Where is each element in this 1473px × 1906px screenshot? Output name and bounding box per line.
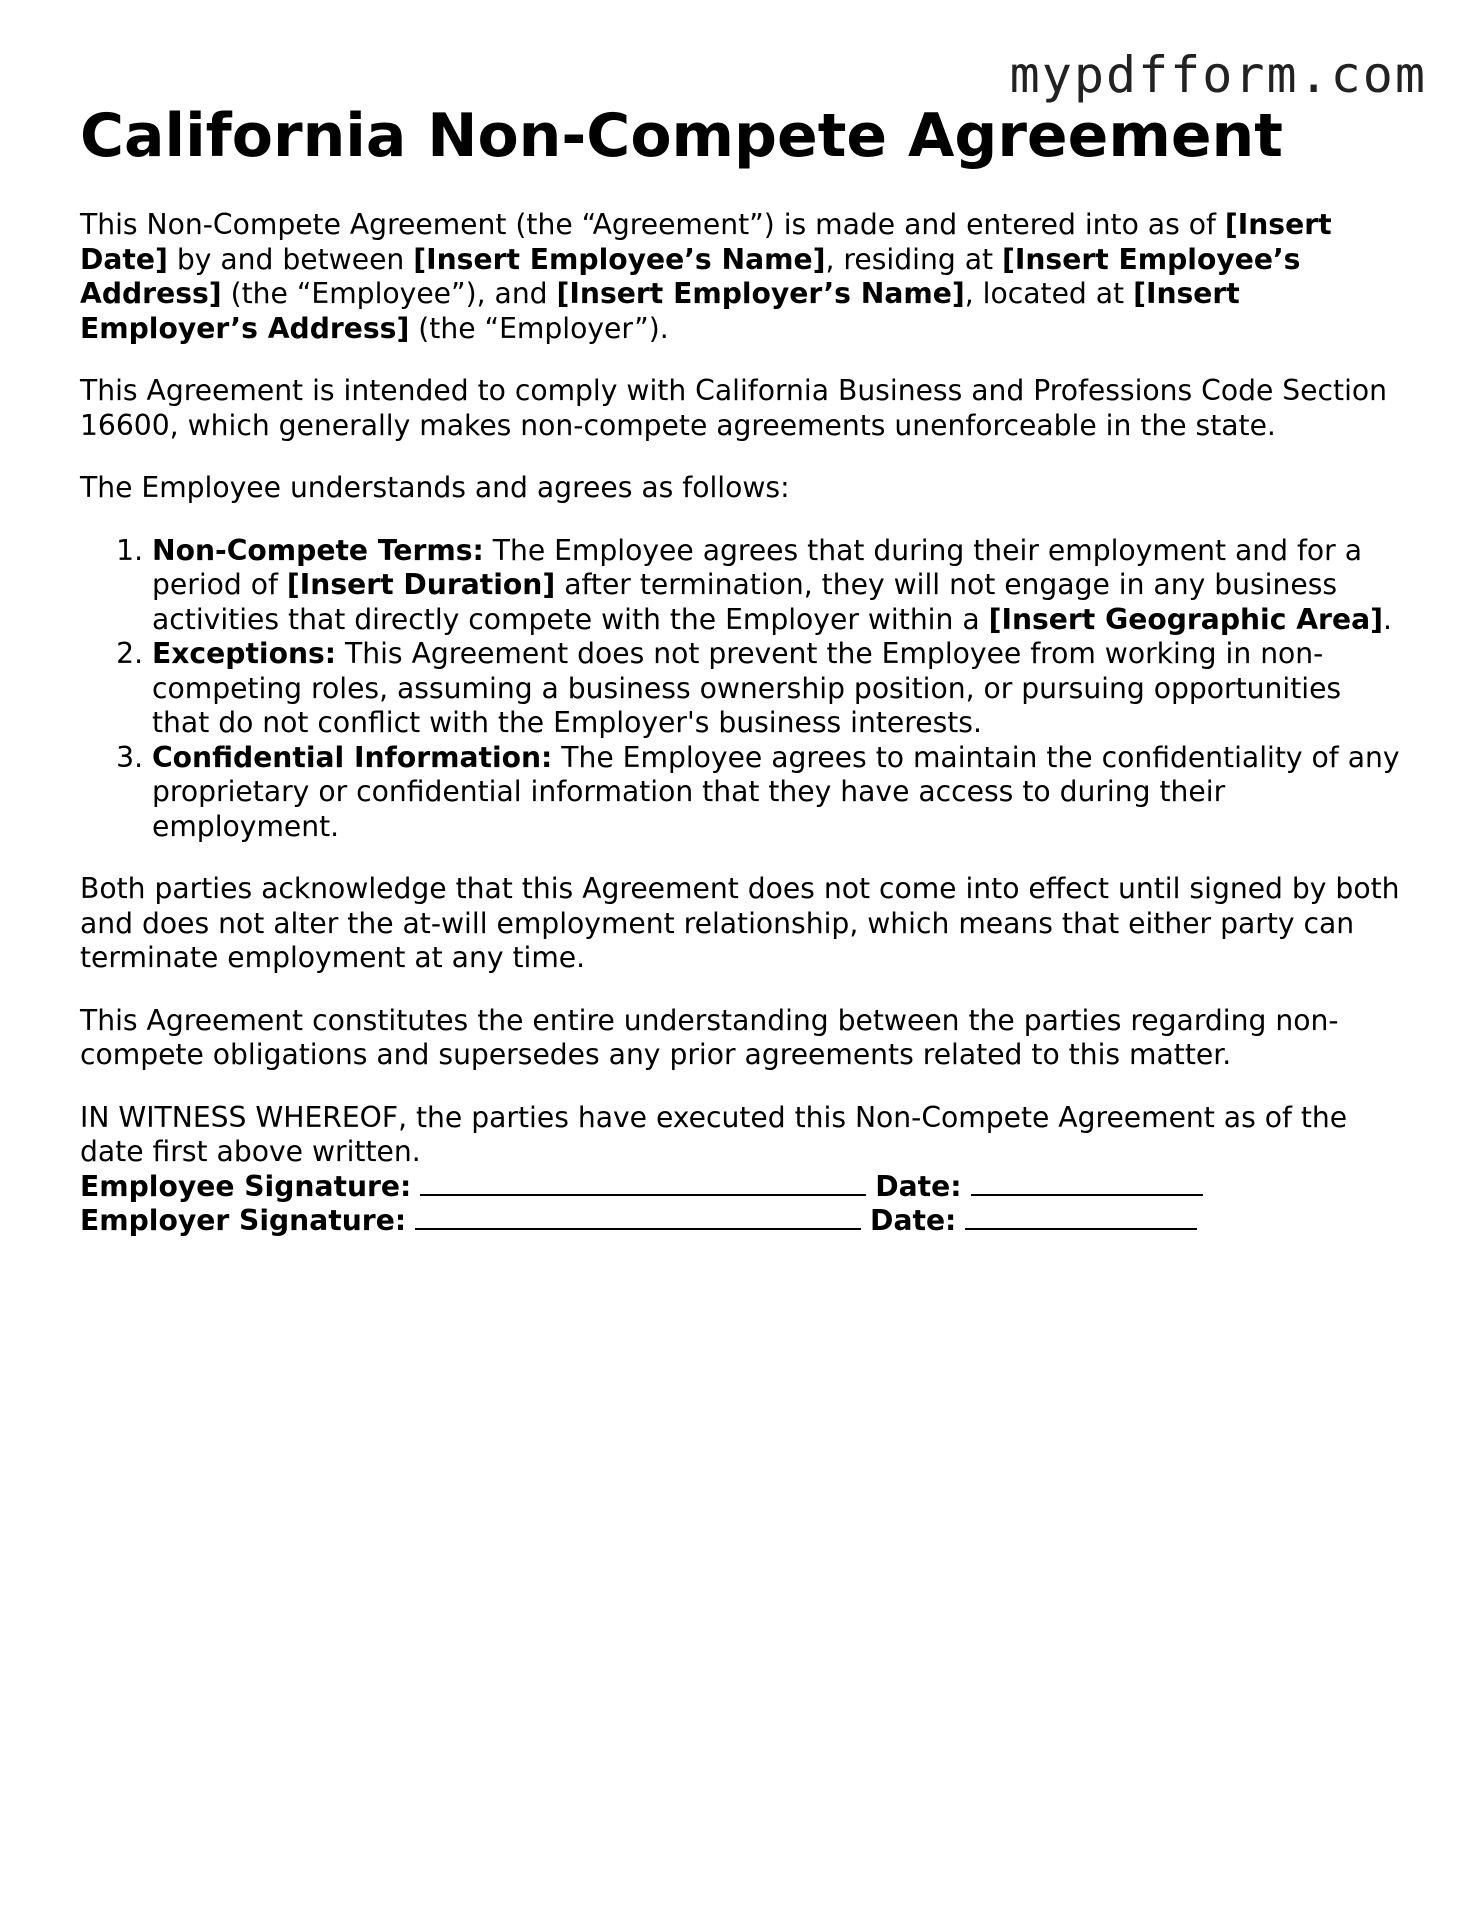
employer-signature-label: Employer Signature: xyxy=(80,1204,407,1237)
term-text: The Employee agrees that during their employment and for a period of xyxy=(152,533,1362,601)
placeholder-geographic-area: [Insert Geographic Area] xyxy=(988,602,1383,636)
term-item-non-compete xyxy=(152,534,1400,638)
term-text: The Employee agrees to maintain the confidentiality of any proprietary or confidential information that they have access to during their employment. xyxy=(152,740,1400,843)
intro-paragraph xyxy=(80,208,1400,346)
employee-signature-field[interactable] xyxy=(420,1172,866,1196)
employer-signature-field[interactable] xyxy=(415,1206,861,1230)
term-heading: Exceptions: xyxy=(152,637,337,670)
placeholder-date: [Insert Date] xyxy=(80,208,1332,276)
intro-text: This Non-Compete Agreement (the “Agreement”) is made and entered into as of xyxy=(80,208,1225,241)
term-text: after termination, they will not engage in any business activities that directly compete with the Employer within a xyxy=(152,568,1338,636)
document-page xyxy=(80,100,1400,1239)
term-text: This Agreement does not prevent the Employee from working in non-competing roles, assuming a business ownership position, or pursuing opportunities that do not conflict with the Employer's business interests. xyxy=(152,637,1342,739)
employee-date-label: Date: xyxy=(875,1169,962,1203)
term-item-exceptions xyxy=(152,637,1400,741)
watermark: mypdfform.com xyxy=(1009,46,1427,104)
document-title: California Non-Compete Agreement xyxy=(80,101,1283,171)
intro-text: (the “Employee”), and xyxy=(221,277,557,310)
compliance-paragraph: This Agreement is intended to comply with California Business and Professions Code Section 16600, which generally makes non-compete agreements unenforceable in the state. xyxy=(80,374,1388,442)
placeholder-employee-name: [Insert Employee’s Name] xyxy=(413,242,826,276)
understands-paragraph: The Employee understands and agrees as follows: xyxy=(80,471,790,504)
employer-date-label: Date: xyxy=(870,1204,957,1237)
employee-signature-label: Employee Signature: xyxy=(80,1169,412,1203)
entire-agreement-paragraph: This Agreement constitutes the entire understanding between the parties regarding non-compete obligations and supersedes any prior agreements related to this matter. xyxy=(80,1003,1339,1071)
employee-date-field[interactable] xyxy=(971,1172,1203,1196)
term-heading: Non-Compete Terms: xyxy=(152,533,484,567)
term-text: . xyxy=(1382,602,1392,636)
term-item-confidential xyxy=(152,741,1400,845)
placeholder-employer-name: [Insert Employer’s Name] xyxy=(556,277,965,310)
term-heading: Confidential Information: xyxy=(152,740,553,774)
witness-paragraph: IN WITNESS WHEREOF, the parties have executed this Non-Compete Agreement as of the date first above written. xyxy=(80,1100,1348,1168)
employee-signature-row xyxy=(80,1170,1400,1205)
acknowledge-paragraph: Both parties acknowledge that this Agreement does not come into effect until signed by both and does not alter the at-will employment relationship, which means that either party can terminate employment at any time. xyxy=(80,872,1400,974)
placeholder-employee-address: [Insert Employee’s Address] xyxy=(80,242,1301,310)
intro-text: , located at xyxy=(964,277,1134,310)
intro-text: , residing at xyxy=(825,242,1002,276)
employer-signature-row xyxy=(80,1204,1400,1239)
employer-date-field[interactable] xyxy=(965,1206,1197,1230)
placeholder-employer-address: [Insert Employer’s Address] xyxy=(80,277,1240,345)
intro-text: (the “Employer”). xyxy=(409,311,669,345)
terms-list xyxy=(80,534,1400,845)
intro-text: by and between xyxy=(167,242,414,276)
placeholder-duration: [Insert Duration] xyxy=(286,568,556,601)
